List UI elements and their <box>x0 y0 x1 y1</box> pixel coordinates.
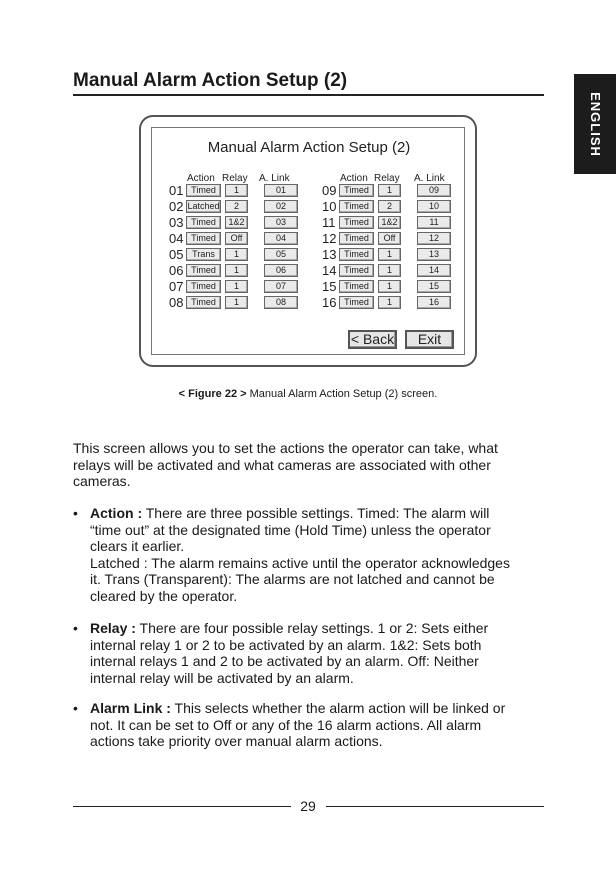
monitor-screen-figure <box>139 115 477 367</box>
bullet-line: This selects whether the alarm action will be linked or <box>170 700 506 716</box>
relay-field[interactable]: Off <box>225 232 248 245</box>
alarm-number: 16 <box>322 295 337 310</box>
relay-field[interactable]: 1&2 <box>225 216 248 229</box>
relay-field[interactable]: 1 <box>225 248 248 261</box>
alarm-link-field[interactable]: 03 <box>264 216 298 229</box>
action-field[interactable]: Trans <box>186 248 221 261</box>
bullet-line: There are three possible settings. Timed: The alarm will <box>142 505 490 521</box>
bullet-term: Relay : <box>90 620 136 636</box>
alarm-link-field[interactable]: 10 <box>417 200 451 213</box>
action-field[interactable]: Latched <box>187 201 220 211</box>
back-button[interactable]: < Back <box>348 330 397 349</box>
header-relay-right: Relay <box>374 173 400 184</box>
relay-field[interactable]: 1 <box>225 280 248 293</box>
bullet-marker: • <box>73 700 78 716</box>
figure-caption-text: Manual Alarm Action Setup (2) screen. <box>246 388 438 400</box>
action-field[interactable]: Timed <box>339 200 374 213</box>
relay-field[interactable]: 1&2 <box>378 216 401 229</box>
action-field[interactable]: Timed <box>339 296 374 309</box>
alarm-link-field[interactable]: 08 <box>264 296 298 309</box>
alarm-link-field[interactable]: 14 <box>417 264 451 277</box>
alarm-number: 15 <box>322 279 337 294</box>
alarm-link-field[interactable]: 05 <box>264 248 298 261</box>
relay-field[interactable]: 2 <box>378 200 401 213</box>
relay-field[interactable]: 1 <box>378 280 401 293</box>
alarm-number: 07 <box>169 279 184 294</box>
action-field[interactable]: Timed <box>186 232 221 245</box>
bullet-line: internal relay 1 or 2 to be activated by an alarm. 1&2: Sets both <box>90 636 482 653</box>
action-field[interactable]: Timed <box>186 280 221 293</box>
alarm-link-field[interactable]: 16 <box>417 296 451 309</box>
title-rule <box>73 94 544 96</box>
bullet-term: Action : <box>90 505 143 521</box>
bullet-line: not. It can be set to Off or any of the 16 alarm actions. All alarm <box>90 716 482 733</box>
bullet-marker: • <box>73 505 78 521</box>
language-tab-label: ENGLISH <box>587 91 603 157</box>
figure-label: < Figure 22 > <box>178 388 247 400</box>
relay-field[interactable]: 1 <box>225 184 248 197</box>
alarm-number: 04 <box>169 231 184 246</box>
relay-field[interactable]: 1 <box>378 296 401 309</box>
alarm-link-field[interactable]: 12 <box>417 232 451 245</box>
bullet-line: Latched : The alarm remains active until the operator acknowledges <box>90 554 510 571</box>
bullet-line: There are four possible relay settings. 1 or 2: Sets either <box>135 620 489 636</box>
alarm-link-field[interactable]: 04 <box>264 232 298 245</box>
bullet-line: internal relay will be activated by an alarm. <box>90 669 354 686</box>
bullet-marker: • <box>73 620 78 636</box>
alarm-link-field[interactable]: 02 <box>264 200 298 213</box>
bullet-alarm-link <box>90 700 540 750</box>
bullet-line: internal relays 1 and 2 to be activated by an alarm. Off: Neither <box>90 653 479 669</box>
header-action-left: Action <box>187 173 215 184</box>
figure-caption <box>0 388 616 400</box>
action-field[interactable]: Timed <box>339 184 374 197</box>
intro-line: relays will be activated and what cameras are associated with other <box>73 456 491 473</box>
alarm-link-field[interactable]: 06 <box>264 264 298 277</box>
action-field[interactable]: Timed <box>339 264 374 277</box>
relay-field[interactable]: 1 <box>378 264 401 277</box>
relay-field[interactable]: Off <box>378 232 401 245</box>
relay-field[interactable]: 2 <box>225 200 248 213</box>
alarm-number: 02 <box>169 199 184 214</box>
alarm-link-field[interactable]: 11 <box>417 216 451 229</box>
action-field[interactable]: Timed <box>339 248 374 261</box>
alarm-link-field[interactable]: 13 <box>417 248 451 261</box>
alarm-link-field[interactable]: 09 <box>417 184 451 197</box>
bullet-line: “time out” at the designated time (Hold Time) unless the operator <box>90 521 491 538</box>
exit-button[interactable]: Exit <box>405 330 454 349</box>
alarm-number: 08 <box>169 295 184 310</box>
page-number: 29 <box>300 798 316 814</box>
bullet-action <box>90 505 540 604</box>
bullet-term: Alarm Link : <box>90 700 171 716</box>
action-field[interactable]: Timed <box>339 216 374 229</box>
action-field[interactable]: Timed <box>186 296 221 309</box>
alarm-number: 01 <box>169 183 184 198</box>
bullet-line: actions take priority over manual alarm actions. <box>90 733 383 749</box>
action-field[interactable]: Timed <box>186 184 221 197</box>
intro-line: cameras. <box>73 473 131 489</box>
screen-title: Manual Alarm Action Setup (2) <box>207 139 411 156</box>
relay-field[interactable]: 1 <box>378 248 401 261</box>
alarm-number: 05 <box>169 247 184 262</box>
alarm-number: 14 <box>322 263 337 278</box>
header-relay-left: Relay <box>222 173 248 184</box>
relay-field[interactable]: 1 <box>225 264 248 277</box>
action-field[interactable]: Timed <box>186 264 221 277</box>
footer-rule-right <box>326 806 544 807</box>
action-field[interactable]: Timed <box>339 280 374 293</box>
alarm-number: 03 <box>169 215 184 230</box>
header-link-left: A. Link <box>259 173 290 184</box>
bullet-line: clears it earlier. <box>90 538 185 554</box>
bullet-line: it. Trans (Transparent): The alarms are not latched and cannot be <box>90 571 495 587</box>
alarm-link-field[interactable]: 01 <box>264 184 298 197</box>
alarm-number: 10 <box>322 199 337 214</box>
alarm-number: 11 <box>322 215 336 230</box>
action-field[interactable]: Timed <box>186 216 221 229</box>
relay-field[interactable]: 1 <box>225 296 248 309</box>
intro-line: This screen allows you to set the actions the operator can take, what <box>73 440 498 456</box>
alarm-number: 12 <box>322 231 337 246</box>
alarm-link-field[interactable]: 15 <box>417 280 451 293</box>
header-action-right: Action <box>340 173 368 184</box>
intro-paragraph <box>73 440 543 490</box>
header-link-right: A. Link <box>414 173 445 184</box>
alarm-link-field[interactable]: 07 <box>264 280 298 293</box>
bullet-line: cleared by the operator. <box>90 587 238 604</box>
setup-screen <box>151 127 465 355</box>
page-title: Manual Alarm Action Setup (2) <box>73 70 348 91</box>
alarm-number: 09 <box>322 183 337 198</box>
alarm-number: 06 <box>169 263 184 278</box>
bullet-relay <box>90 620 540 686</box>
alarm-number: 13 <box>322 247 337 262</box>
language-tab <box>574 74 616 174</box>
action-field[interactable]: Timed <box>339 232 374 245</box>
relay-field[interactable]: 1 <box>378 184 401 197</box>
